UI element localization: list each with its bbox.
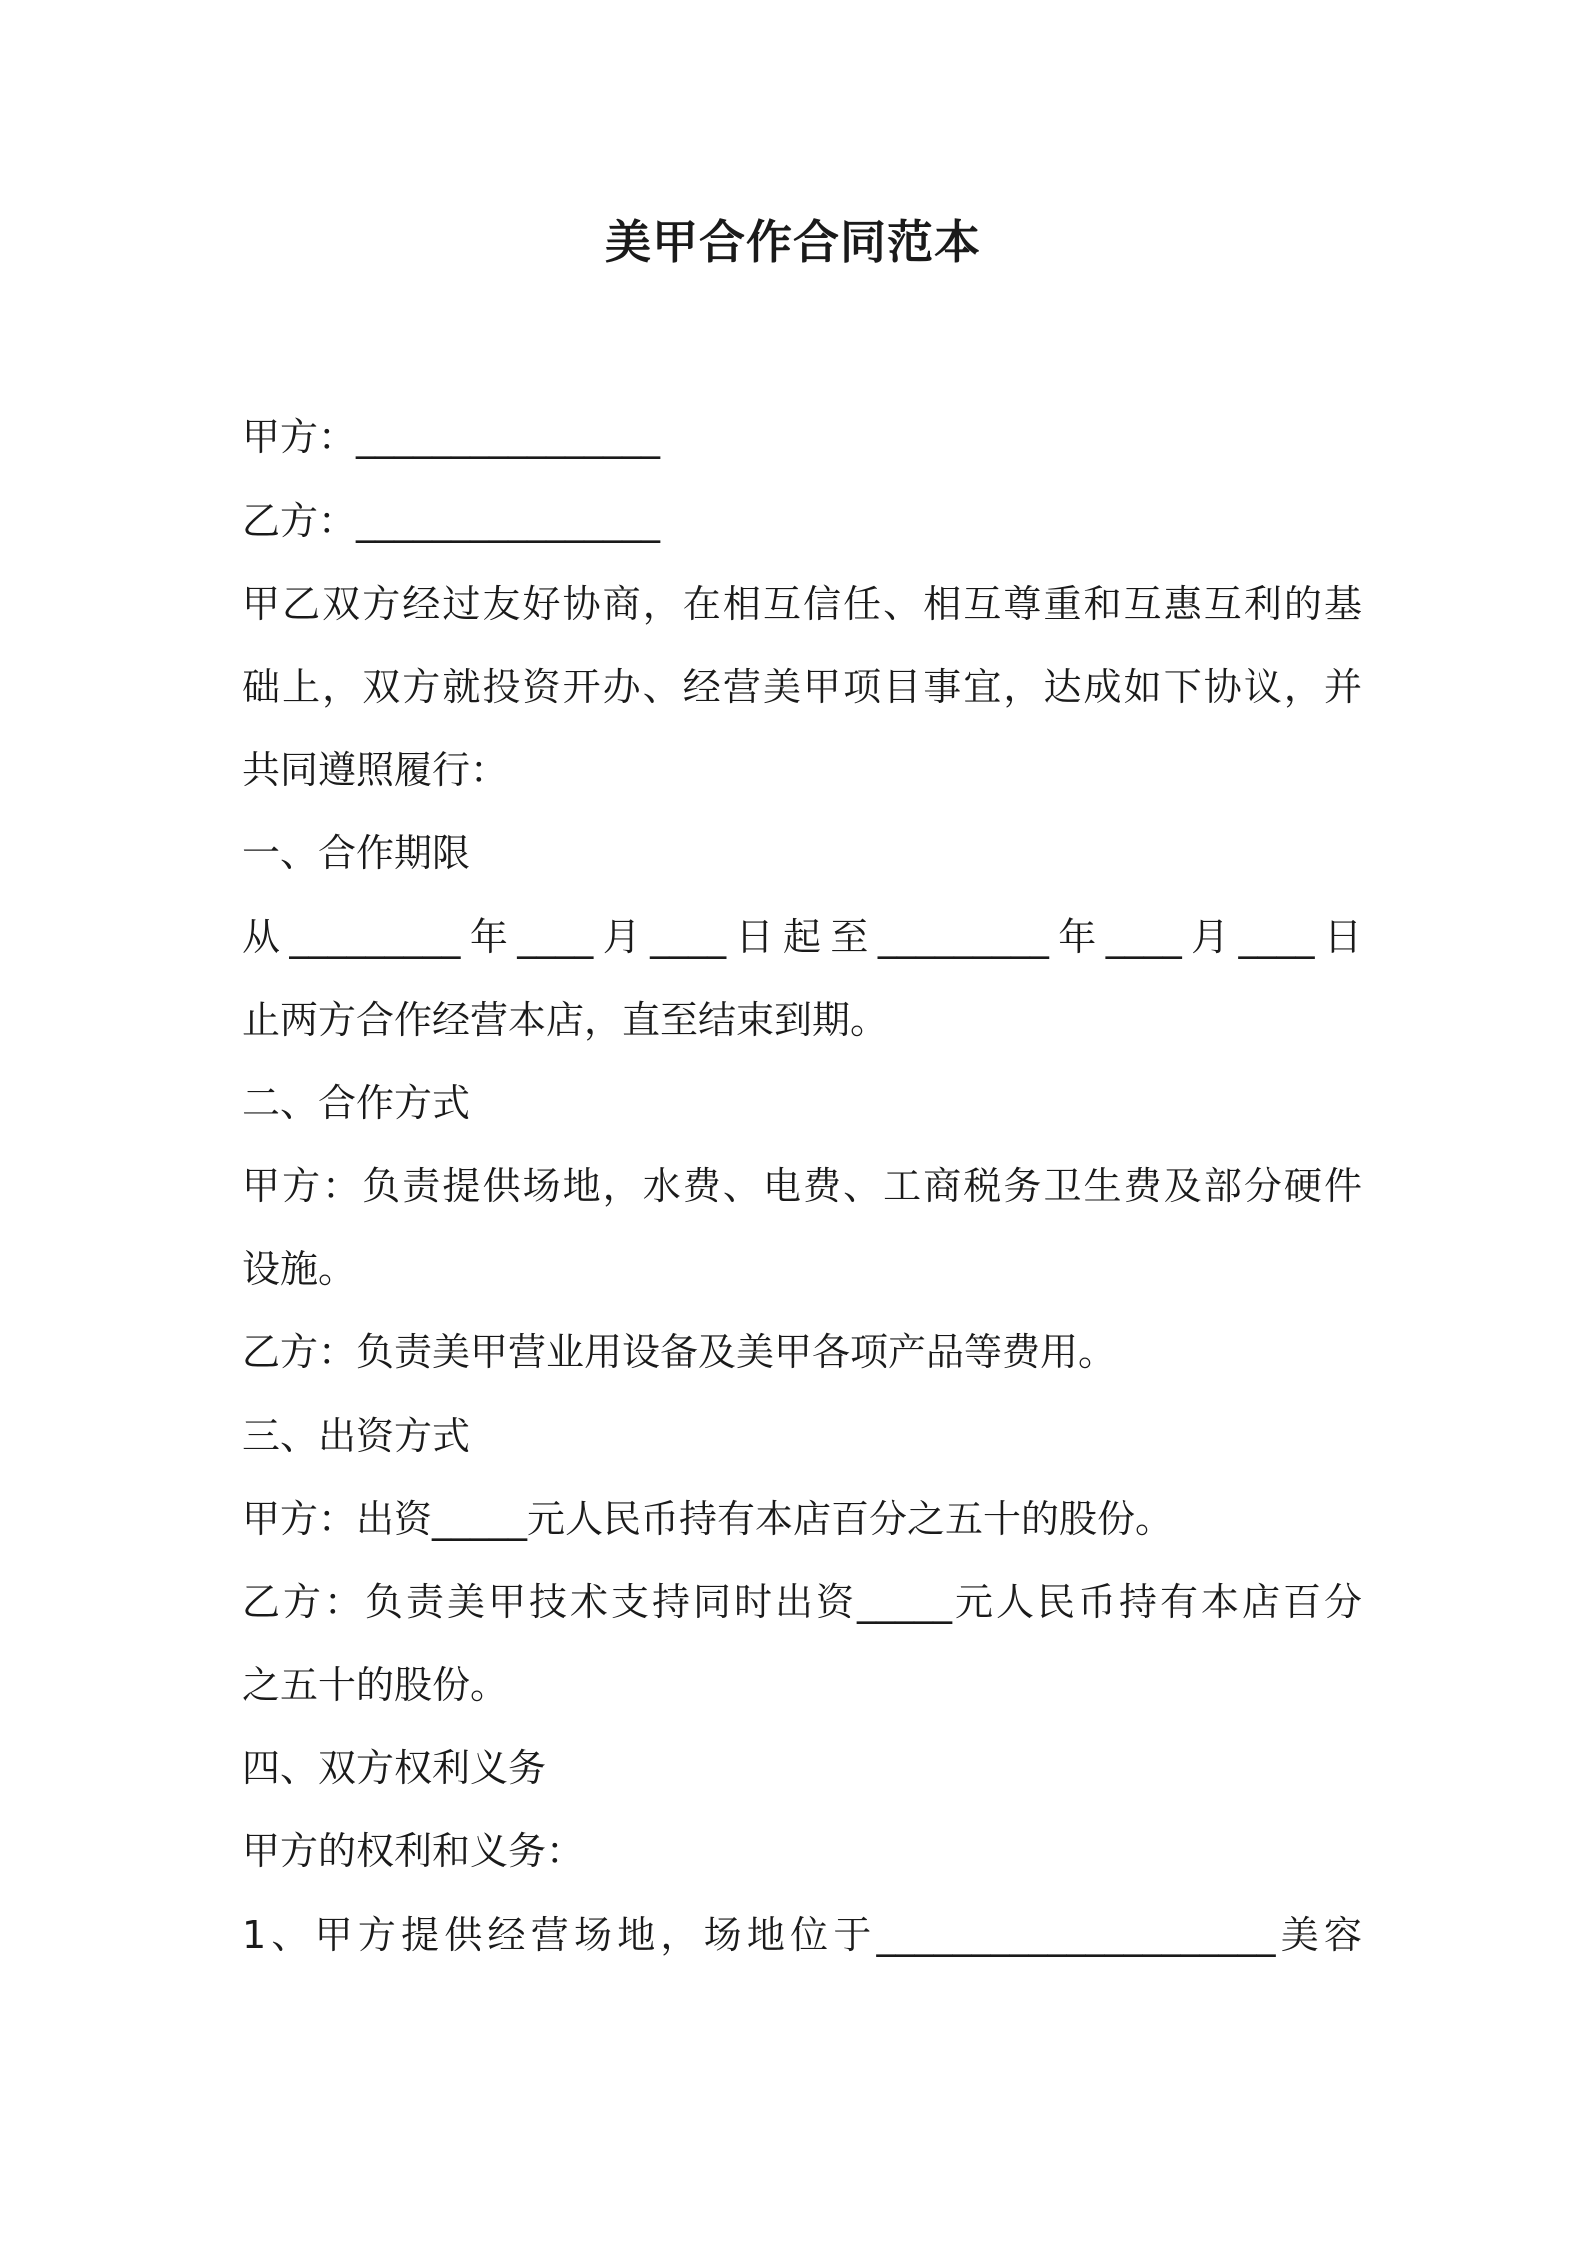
paragraph-line: 甲乙双方经过友好协商，在相互信任、相互尊重和互惠互利的基 (242, 582, 1362, 626)
party-b-line: 乙方：________________ (242, 499, 661, 543)
paragraph-line: 乙方：负责美甲营业用设备及美甲各项产品等费用。 (242, 1330, 1117, 1374)
paragraph-line: 从_________年____月____日起至_________年____月____日 (242, 915, 1362, 959)
section-heading: 四、双方权利义务 (242, 1746, 547, 1790)
paragraph-line: 乙方：负责美甲技术支持同时出资_____元人民币持有本店百分 (242, 1580, 1362, 1624)
party-a-line: 甲方：________________ (242, 415, 661, 459)
paragraph-line: 止两方合作经营本店，直至结束到期。 (242, 998, 889, 1042)
paragraph-line: 甲方的权利和义务： (242, 1829, 585, 1873)
section-heading: 一、合作期限 (242, 831, 471, 875)
paragraph-line: 甲方：负责提供场地，水费、电费、工商税务卫生费及部分硬件 (242, 1164, 1362, 1208)
paragraph-line: 设施。 (242, 1247, 357, 1291)
paragraph-line: 共同遵照履行： (242, 748, 509, 792)
paragraph-line: 之五十的股份。 (242, 1663, 509, 1707)
section-heading: 三、出资方式 (242, 1414, 471, 1458)
paragraph-line: 甲方：出资_____元人民币持有本店百分之五十的股份。 (242, 1497, 1174, 1541)
paragraph-line: 础上，双方就投资开办、经营美甲项目事宜，达成如下协议，并 (242, 665, 1362, 709)
paragraph-line: 1、甲方提供经营场地，场地位于_____________________美容 (242, 1913, 1362, 1957)
document-title: 美甲合作合同范本 (605, 215, 981, 269)
section-heading: 二、合作方式 (242, 1081, 471, 1125)
